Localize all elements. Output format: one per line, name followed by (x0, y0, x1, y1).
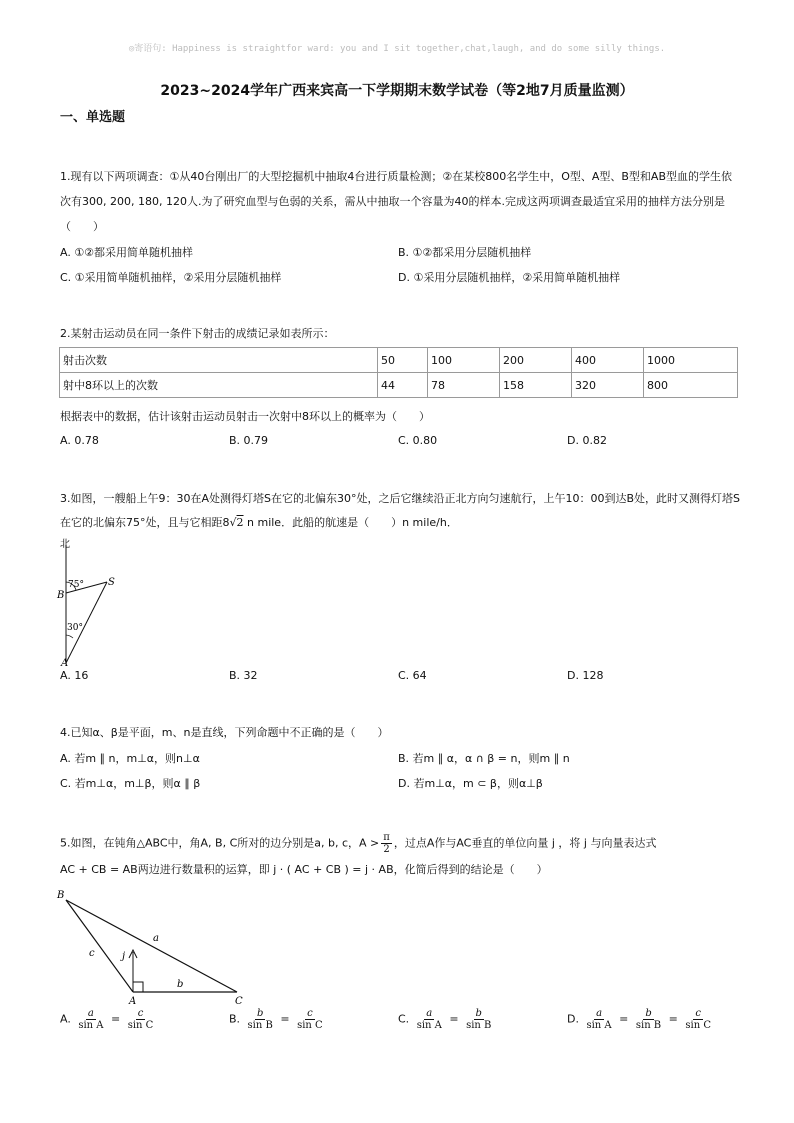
q1-line-1: 1.现有以下两项调查：①从40台刚出厂的大型挖掘机中抽取4台进行质量检测；②在某校800名学生中，O型、A型、B型和AB型血的学生依 (60, 170, 733, 183)
numerator: c (137, 1008, 144, 1019)
q3-line-2 (60, 516, 458, 530)
fraction (464, 1008, 493, 1031)
q3-option-d[interactable]: D. 128 (567, 669, 604, 682)
side-ab (66, 900, 133, 992)
table-cell: 800 (644, 373, 738, 398)
equals-sign: = (107, 1012, 124, 1026)
denominator: sin B (635, 1020, 662, 1031)
fraction (295, 1008, 325, 1031)
vertex-c-label: C (235, 996, 243, 1007)
numerator: c (695, 1008, 701, 1019)
point-b-label: B (57, 590, 65, 601)
denominator: sin A (78, 1020, 104, 1031)
table-cell: 158 (500, 373, 572, 398)
equals-sign: = (445, 1012, 463, 1026)
q5-line-1-start: 5.如图，在钝角△ABC中，角A, B, C所对的边分别是a, b, c，A > (60, 836, 380, 850)
option-letter: D. (567, 1012, 579, 1026)
denominator: sin B (466, 1020, 492, 1031)
denominator: sin A (586, 1020, 612, 1031)
table-cell: 50 (378, 348, 428, 373)
q3-bearing-diagram (55, 535, 125, 667)
equals-sign: = (615, 1012, 632, 1026)
q5-triangle-diagram (55, 886, 255, 1008)
q3-option-b[interactable]: B. 32 (229, 669, 258, 682)
option-letter: C. (398, 1012, 410, 1026)
side-b-label: b (177, 979, 184, 990)
q2-option-c[interactable]: C. 0.80 (398, 434, 438, 447)
q3-line-1: 3.如图，一艘船上午9：30在A处测得灯塔S在它的北偏东30°处，之后它继续沿正北方向匀速航行，上午10：00到达B处，此时又测得灯塔S (60, 492, 741, 505)
numerator: b (645, 1008, 652, 1019)
q3-line-2-start: 在它的北偏东75°处，且与它相距8 (60, 516, 230, 529)
denominator: sin A (416, 1020, 442, 1031)
table-cell: 射中8环以上的次数 (60, 373, 378, 398)
q2-option-d[interactable]: D. 0.82 (567, 434, 607, 447)
q1-option-d[interactable]: D. ①采用分层随机抽样，②采用简单随机抽样 (398, 271, 621, 284)
q2-option-b[interactable]: B. 0.79 (229, 434, 269, 447)
fraction (683, 1008, 713, 1031)
q5-option-d[interactable] (567, 1008, 715, 1031)
angle-30-label: 30° (67, 623, 83, 633)
q5-line-2: AC + CB = AB两边进行数量积的运算，即 j · ( AC + CB ) = j · AB，化简后得到的结论是（ ） (60, 863, 548, 876)
point-s-label: S (108, 577, 115, 588)
fraction (76, 1008, 105, 1031)
equals-sign: = (276, 1012, 294, 1026)
q2-line-1: 2.某射击运动员在同一条件下射击的成绩记录如表所示： (60, 327, 335, 340)
fraction (126, 1008, 156, 1031)
table-cell: 200 (500, 348, 572, 373)
q1-line-3: （ ） (60, 220, 104, 233)
table-cell: 400 (572, 348, 644, 373)
fraction (634, 1008, 663, 1031)
sqrt-symbol: √ (229, 516, 237, 529)
q3-option-c[interactable]: C. 64 (398, 669, 427, 682)
q5-line-1-end: ，过点A作与AC垂直的单位向量 j ，将 j 与向量表达式 (393, 836, 657, 850)
angle-75-label: 75° (68, 580, 84, 590)
q3-option-a[interactable]: A. 16 (60, 669, 89, 682)
numerator: b (257, 1008, 264, 1019)
north-label: 北 (60, 539, 70, 550)
denominator: sin C (127, 1020, 154, 1031)
q2-line-2: 根据表中的数据，估计该射击运动员射击一次射中8环以上的概率为（ ） (60, 410, 430, 423)
fraction (246, 1008, 275, 1031)
vector-j-label: j (122, 951, 126, 962)
fraction (415, 1008, 444, 1031)
table-row (60, 348, 738, 373)
denominator: sin C (297, 1020, 323, 1031)
q4-option-d[interactable]: D. 若m⊥α，m ⊂ β，则α⊥β (398, 777, 543, 790)
table-cell: 44 (378, 373, 428, 398)
q4-line-1: 4.已知α、β是平面，m、n是直线，下列命题中不正确的是（ ） (60, 726, 389, 739)
table-cell: 320 (572, 373, 644, 398)
denominator: sin B (247, 1020, 273, 1031)
angle-arc-30 (66, 635, 73, 638)
numerator: a (426, 1008, 433, 1019)
q1-option-b[interactable]: B. ①②都采用分层随机抽样 (398, 246, 532, 259)
two-denominator: 2 (383, 844, 390, 855)
pi-numerator: π (383, 832, 390, 843)
side-a-label: a (153, 933, 159, 944)
q1-option-a[interactable]: A. ①②都采用简单随机抽样 (60, 246, 194, 259)
numerator: a (596, 1008, 603, 1019)
q1-line-2: 次有300, 200, 180, 120人.为了研究血型与色弱的关系，需从中抽取一个容量为40的样本.完成这两项调查最适宜采用的抽样方法分别是 (60, 195, 725, 208)
sqrt-argument: 2 (236, 516, 244, 529)
q5-line-1 (60, 832, 656, 855)
fraction (584, 1008, 613, 1031)
right-angle-marker (133, 982, 143, 992)
q2-option-a[interactable]: A. 0.78 (60, 434, 99, 447)
side-c-label: c (89, 948, 95, 959)
numerator: a (87, 1008, 94, 1019)
table-cell: 1000 (644, 348, 738, 373)
table-cell: 78 (428, 373, 500, 398)
q5-option-a[interactable] (60, 1008, 157, 1031)
q4-option-a[interactable]: A. 若m ∥ n，m⊥α，则n⊥α (60, 752, 200, 765)
q3-line-2-end: n mile．此船的航速是（ ）n mile/h． (243, 516, 458, 529)
exam-title: 2023~2024学年广西来宾高一下学期期末数学试卷（等2地7月质量监测） (160, 83, 634, 99)
numerator: c (307, 1008, 313, 1019)
option-letter: A. (60, 1012, 71, 1026)
pi-over-two (381, 832, 392, 855)
q4-option-b[interactable]: B. 若m ∥ α，α ∩ β = n，则m ∥ n (398, 752, 570, 765)
equals-sign: = (665, 1012, 682, 1026)
shooting-record-table (59, 347, 738, 398)
point-a-label: A (61, 658, 69, 667)
side-bc (66, 900, 237, 992)
q5-option-c[interactable] (398, 1008, 495, 1031)
option-letter: B. (229, 1012, 241, 1026)
table-cell: 100 (428, 348, 500, 373)
table-cell: 射击次数 (60, 348, 378, 373)
watermark: ◎寄语句: Happiness is straightfor ward: you and I sit together,chat,laugh, and do some silly things. (128, 44, 666, 54)
q1-option-c[interactable]: C. ①采用简单随机抽样，②采用分层随机抽样 (60, 271, 282, 284)
numerator: b (475, 1008, 482, 1019)
table-row (60, 373, 738, 398)
q4-option-c[interactable]: C. 若m⊥α，m⊥β，则α ∥ β (60, 777, 201, 790)
q5-option-b[interactable] (229, 1008, 327, 1031)
vertex-a-label: A (129, 996, 137, 1007)
denominator: sin C (685, 1020, 711, 1031)
section-heading: 一、单选题 (60, 110, 126, 125)
vertex-b-label: B (57, 890, 65, 901)
